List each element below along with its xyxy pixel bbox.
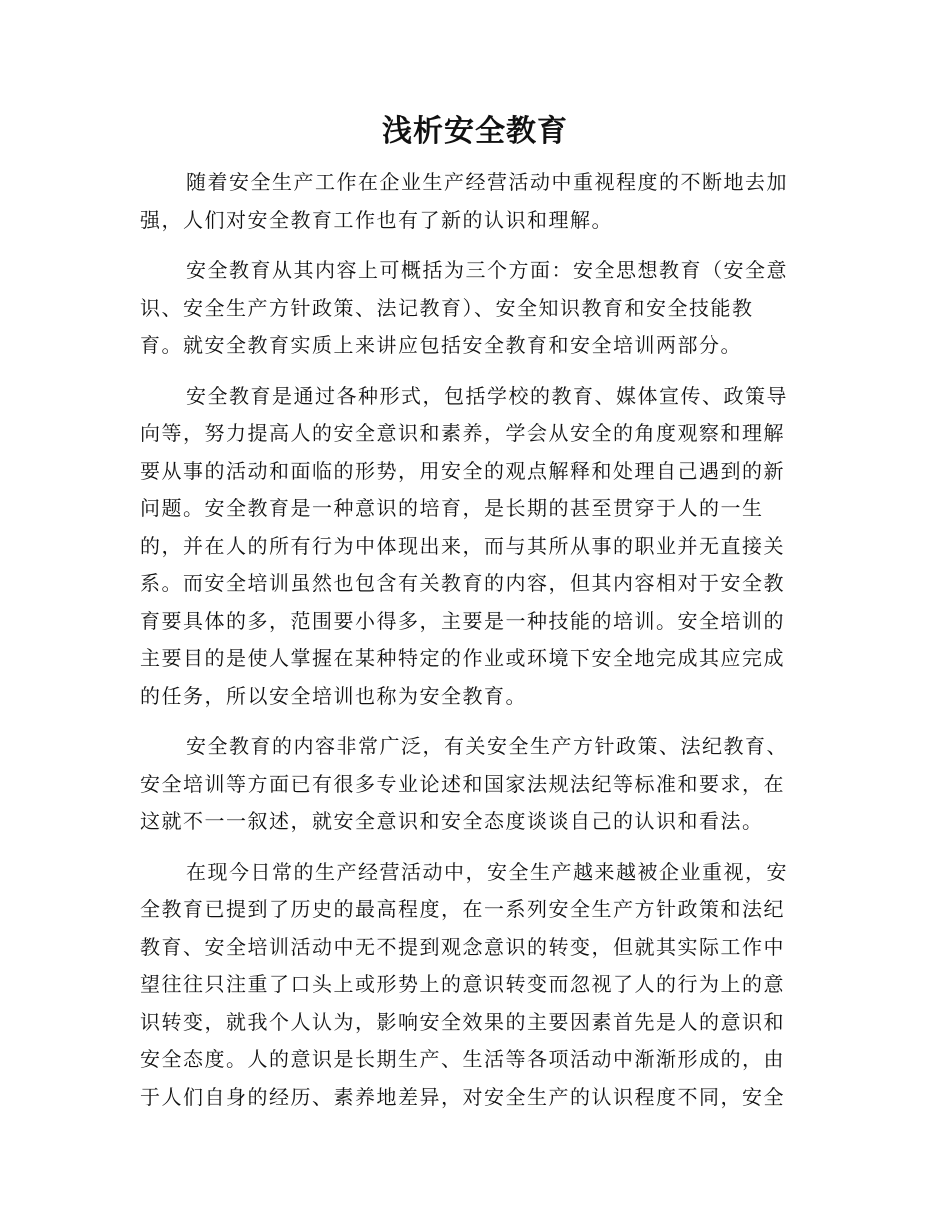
paragraph-line: 安全态度。人的意识是长期生产、生活等各项活动中渐渐形成的，由 <box>140 1047 785 1071</box>
paragraph-line: 要从事的活动和面临的形势，用安全的观点解释和处理自己遇到的新 <box>140 458 785 483</box>
paragraph-line: 这就不一一叙述，就安全意识和安全态度谈谈自己的认识和看法。 <box>140 809 764 833</box>
paragraph-4 <box>140 728 800 841</box>
paragraph-line: 育要具体的多，范围要小得多，主要是一种技能的培训。安全培训的 <box>140 608 785 633</box>
paragraph-line: 育。就安全教育实质上来讲应包括安全教育和安全培训两部分。 <box>140 333 742 357</box>
paragraph-line: 强，人们对安全教育工作也有了新的认识和理解。 <box>140 207 613 232</box>
paragraph-line: 于人们自身的经历、素养地差异，对安全生产的认识程度不同，安全 <box>140 1084 785 1109</box>
paragraph-line: 问题。安全教育是一种意识的培育，是长期的甚至贯穿于人的一生 <box>140 496 764 520</box>
paragraph-line: 安全培训等方面已有很多专业论述和国家法规法纪等标准和要求，在 <box>140 771 785 796</box>
paragraph-line: 安全教育从其内容上可概括为三个方面：安全思想教育（安全意 <box>186 258 788 282</box>
paragraph-line: 向等，努力提高人的安全意识和素养，学会从安全的角度观察和理解 <box>140 421 785 445</box>
paragraph-line: 安全教育的内容非常广泛，有关安全生产方针政策、法纪教育、 <box>186 734 788 758</box>
paragraph-line: 安全教育是通过各种形式，包括学校的教育、媒体宣传、政策导 <box>186 383 788 408</box>
paragraph-1 <box>140 164 800 239</box>
paragraph-3 <box>140 378 800 716</box>
paragraph-line: 主要目的是使人掌握在某种特定的作业或环境下安全地完成其应完成 <box>140 646 785 670</box>
paragraph-2 <box>140 252 800 365</box>
paragraph-line: 在现今日常的生产经营活动中，安全生产越来越被企业重视，安 <box>186 859 788 884</box>
paragraph-line: 识转变，就我个人认为，影响安全效果的主要因素首先是人的意识和 <box>140 1009 785 1034</box>
paragraph-line: 全教育已提到了历史的最高程度，在一系列安全生产方针政策和法纪 <box>140 897 785 921</box>
paragraph-line: 随着安全生产工作在企业生产经营活动中重视程度的不断地去加 <box>186 170 788 194</box>
paragraph-5 <box>140 854 800 1117</box>
document-body <box>140 164 800 1129</box>
document-title: 浅析安全教育 <box>382 114 568 149</box>
paragraph-line: 的任务，所以安全培训也称为安全教育。 <box>140 683 527 708</box>
paragraph-line: 教育、安全培训活动中无不提到观念意识的转变，但就其实际工作中 <box>140 934 785 959</box>
paragraph-line: 系。而安全培训虽然也包含有关教育的内容，但其内容相对于安全教 <box>140 571 785 595</box>
paragraph-line: 识、安全生产方针政策、法记教育）、安全知识教育和安全技能教 <box>140 295 754 320</box>
paragraph-line: 的，并在人的所有行为中体现出来，而与其所从事的职业并无直接关 <box>140 533 785 558</box>
paragraph-line: 望往往只注重了口头上或形势上的意识转变而忽视了人的行为上的意 <box>140 972 785 996</box>
